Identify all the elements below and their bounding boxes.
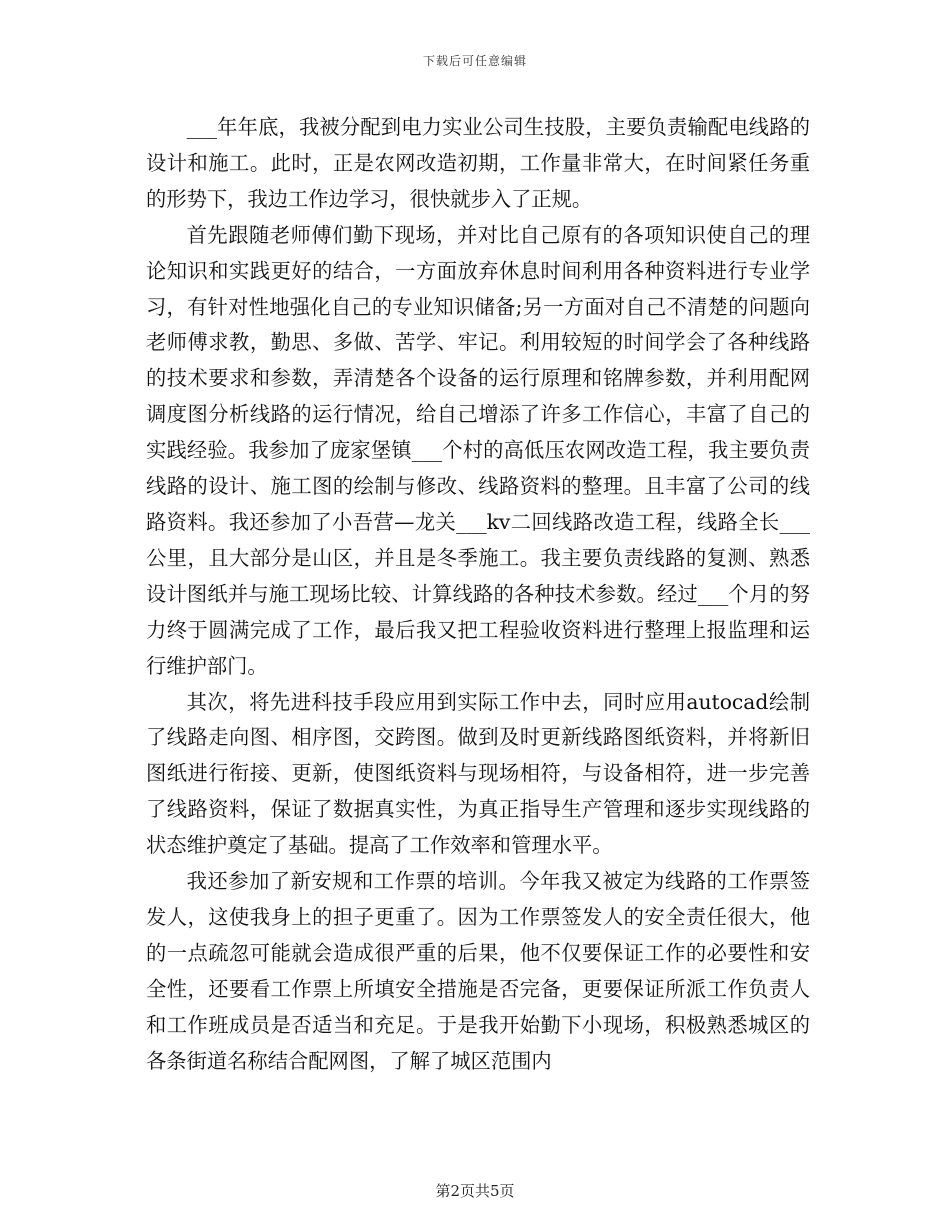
paragraph-3: 其次，将先进科技手段应用到实际工作中去，同时应用autocad绘制了线路走向图、相序图，交跨图。做到及时更新线路图纸资料，并将新旧图纸进行衔接、更新，使图纸资料与现场相符，与设备相符，进一步完善了线路资料，保证了数据真实性，为真正指导生产管理和逐步实现线路的状态维护奠定了基础。提高了工作效率和管理水平。 — [146, 689, 810, 858]
paragraph-1: ___年年底，我被分配到电力实业公司生技股，主要负责输配电线路的设计和施工。此时，正是农网改造初期，工作量非常大，在时间紧任务重的形势下，我边工作边学习，很快就步入了正规。 — [146, 115, 810, 211]
page-header: 下载后可任意编辑 — [422, 54, 527, 68]
paragraph-2: 首先跟随老师傅们勤下现场，并对比自己原有的各项知识使自己的理论知识和实践更好的结合，一方面放弃休息时间利用各种资料进行专业学习，有针对性地强化自己的专业知识储备;另一方面对自己不清楚的问题向老师傅求教，勤思、多做、苦学、牢记。利用较短的时间学会了各种线路的技术要求和参数，弄清楚各个设备的运行原理和铭牌参数，并利用配网调度图分析线路的运行情况，给自己增添了许多工作信心，丰富了自己的实践经验。我参加了庞家堡镇___个村的高低压农网改造工程，我主要负责线路的设计、施工图的绘制与修改、线路资料的整理。且丰富了公司的线路资料。我还参加了小吾营—龙关___kv二回线路改造工程，线路全长___公里，且大部分是山区，并且是冬季施工。我主要负责线路的复测、熟悉设计图纸并与施工现场比较、计算线路的各种技术参数。经过___个月的努力终于圆满完成了工作，最后我又把工程验收资料进行整理上报监理和运行维护部门。 — [146, 222, 810, 678]
document-body — [146, 110, 810, 1079]
paragraph-4: 我还参加了新安规和工作票的培训。今年我又被定为线路的工作票签发人，这使我身上的担子更重了。因为工作票签发人的安全责任很大，他的一点疏忽可能就会造成很严重的后果，他不仅要保证工作的必要性和安全性，还要看工作票上所填安全措施是否完备，更要保证所派工作负责人和工作班成员是否适当和充足。于是我开始勤下小现场，积极熟悉城区的各条街道名称结合配网图，了解了城区范围内 — [146, 869, 810, 1073]
page-footer: 第2页共5页 — [435, 1182, 515, 1200]
